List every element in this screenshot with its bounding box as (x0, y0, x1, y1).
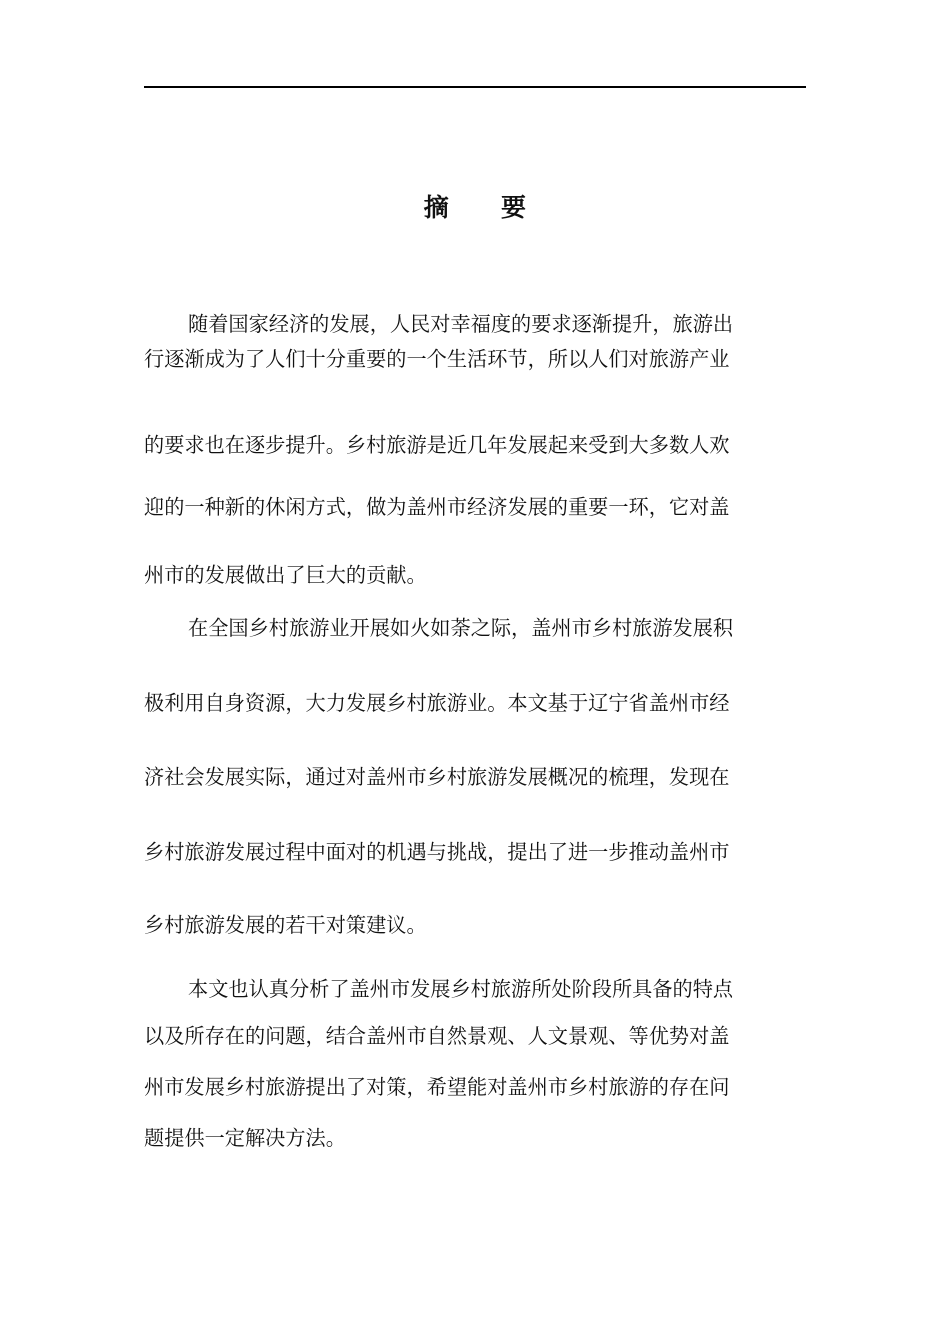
paragraph-1-line-1: 随着国家经济的发展，人民对幸福度的要求逐渐提升，旅游出 (188, 312, 734, 336)
paragraph-3-line-2: 以及所存在的问题，结合盖州市自然景观、人文景观、等优势对盖 (144, 1024, 730, 1048)
title-char-1: 摘 (423, 193, 449, 222)
paragraph-2-line-2: 极利用自身资源，大力发展乡村旅游业。本文基于辽宁省盖州市经 (144, 691, 730, 715)
paragraph-3-line-1: 本文也认真分析了盖州市发展乡村旅游所处阶段所具备的特点 (188, 977, 734, 1001)
paragraph-2-line-4: 乡村旅游发展过程中面对的机遇与挑战，提出了进一步推动盖州市 (144, 840, 730, 864)
paragraph-1-line-5: 州市的发展做出了巨大的贡献。 (144, 563, 427, 587)
paragraph-2-line-5: 乡村旅游发展的若干对策建议。 (144, 913, 427, 937)
paragraph-2-line-3: 济社会发展实际，通过对盖州市乡村旅游发展概况的梳理，发现在 (144, 765, 730, 789)
paragraph-1-line-3: 的要求也在逐步提升。乡村旅游是近几年发展起来受到大多数人欢 (144, 433, 730, 457)
header-rule (144, 86, 806, 88)
title-char-2: 要 (501, 193, 527, 222)
paragraph-3-line-3: 州市发展乡村旅游提出了对策，希望能对盖州市乡村旅游的存在问 (144, 1075, 730, 1099)
paragraph-3-line-4: 题提供一定解决方法。 (144, 1126, 346, 1150)
paragraph-1-line-4: 迎的一种新的休闲方式，做为盖州市经济发展的重要一环，它对盖 (144, 495, 730, 519)
paragraph-2-line-1: 在全国乡村旅游业开展如火如荼之际，盖州市乡村旅游发展积 (188, 616, 734, 640)
paragraph-1-line-2: 行逐渐成为了人们十分重要的一个生活环节，所以人们对旅游产业 (144, 347, 730, 371)
page-title (0, 188, 950, 224)
